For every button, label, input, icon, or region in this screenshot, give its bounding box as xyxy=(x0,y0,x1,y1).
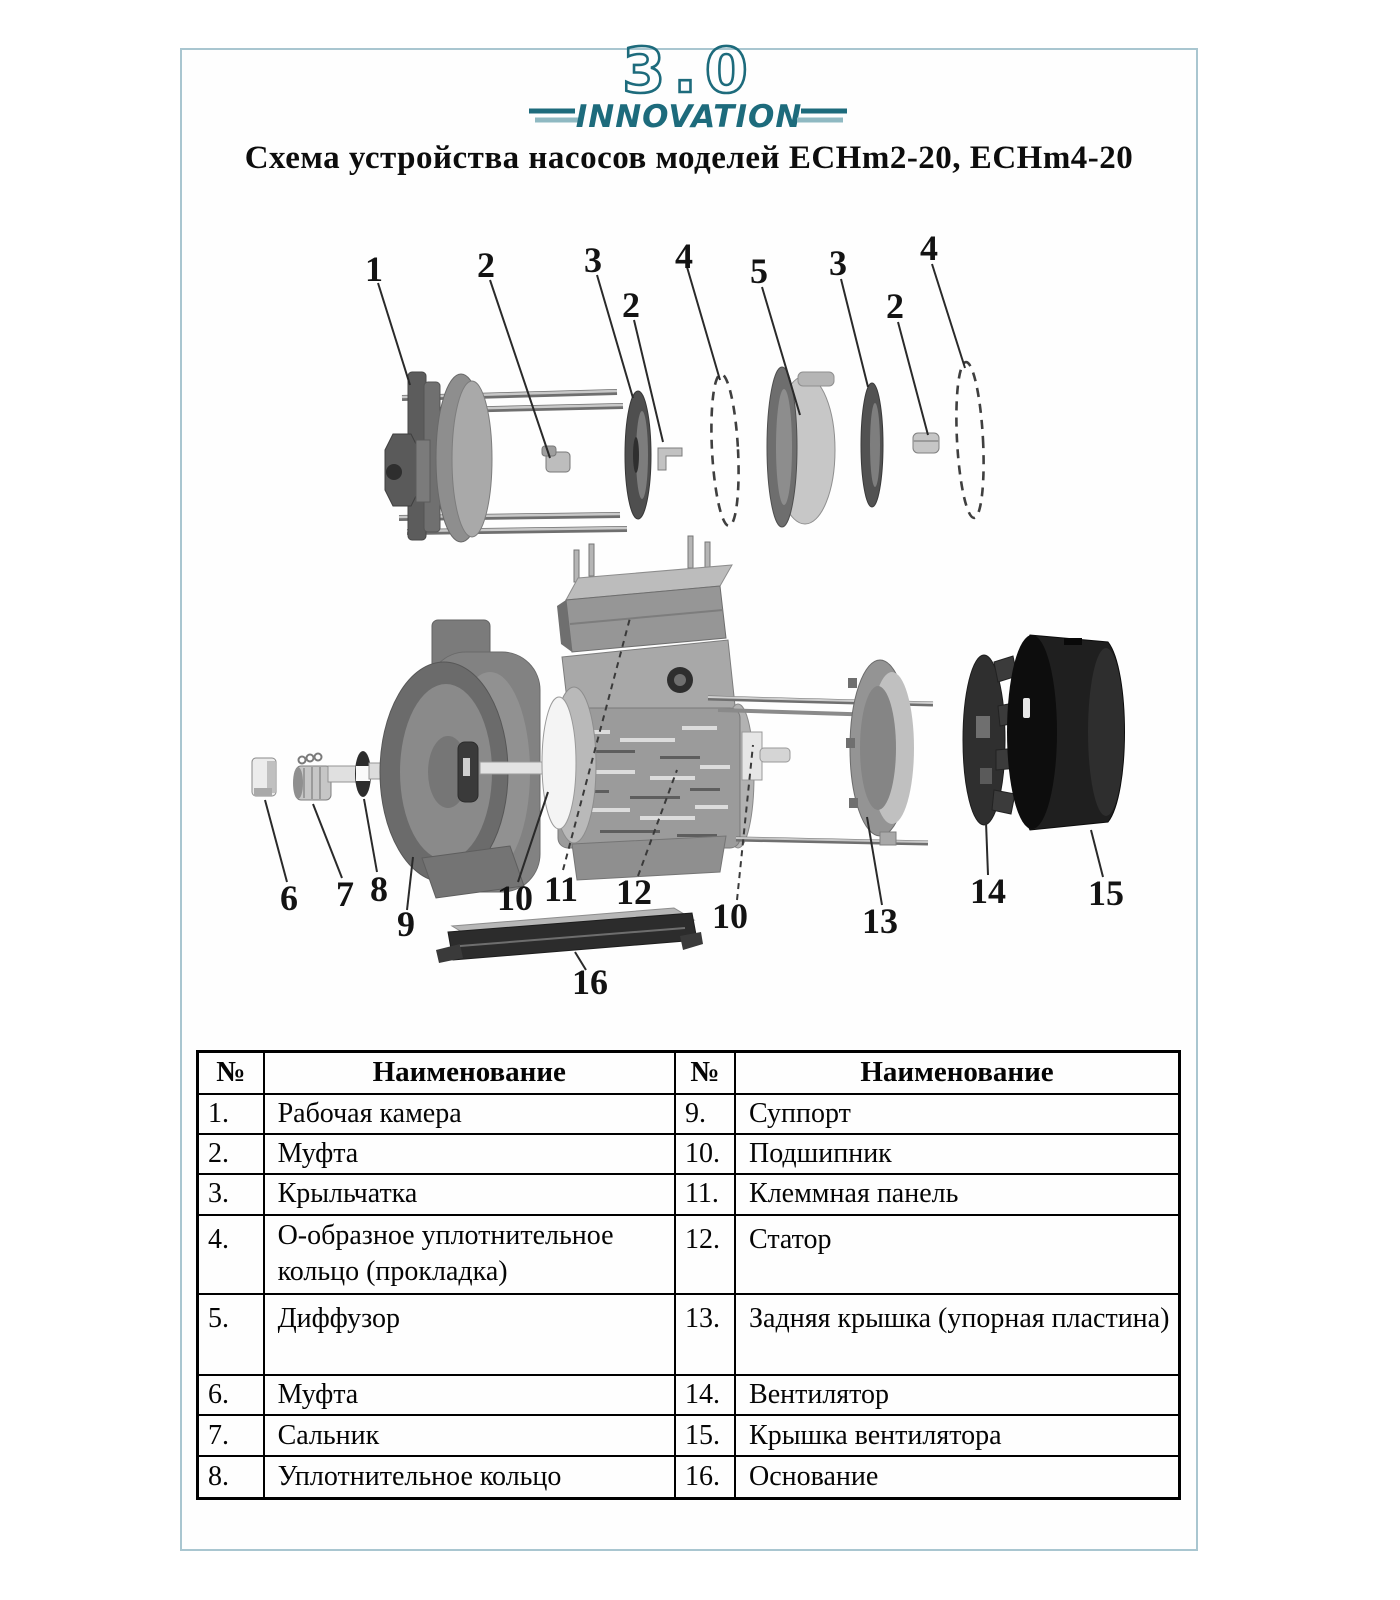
callout-2a: 2 xyxy=(477,245,495,285)
table-row xyxy=(198,1375,1180,1415)
part-name: Задняя крышка (упорная пластина) xyxy=(735,1294,1179,1375)
part-diffuser xyxy=(767,367,835,527)
callout-16: 16 xyxy=(572,962,608,1002)
part-fan-cover xyxy=(1007,635,1125,830)
table-row xyxy=(198,1215,1180,1294)
part-rear-cover xyxy=(846,660,914,845)
part-impeller-a xyxy=(625,391,651,519)
table-row xyxy=(198,1456,1180,1498)
part-name: Вентилятор xyxy=(735,1375,1179,1415)
part-number: 12. xyxy=(675,1215,735,1294)
part-name: Крыльчатка xyxy=(264,1174,675,1214)
part-name: Муфта xyxy=(264,1134,675,1174)
part-coupling-c xyxy=(913,433,939,453)
part-name: Муфта xyxy=(264,1375,675,1415)
part-o-ring-b xyxy=(953,361,987,518)
callout-11: 11 xyxy=(543,869,579,909)
part-mechanical-seal xyxy=(293,754,331,801)
callout-9: 9 xyxy=(397,904,415,944)
part-coupling-b xyxy=(658,448,682,470)
part-name: Суппорт xyxy=(735,1094,1179,1134)
callout-1: 1 xyxy=(365,249,383,289)
part-coupling-a xyxy=(542,446,570,472)
logo-left-bars-icon xyxy=(529,111,581,120)
parts-table xyxy=(196,1050,1181,1500)
part-name: О-образное уплотнительное кольцо (прокладка) xyxy=(264,1215,675,1294)
callout-4a: 4 xyxy=(675,236,693,276)
part-name: Основание xyxy=(735,1456,1179,1498)
callout-13: 13 xyxy=(862,901,898,941)
callout-14: 14 xyxy=(970,871,1006,911)
part-impeller-b xyxy=(861,383,883,507)
parts-table-header-row xyxy=(198,1052,1180,1094)
logo-version-text: 3.0 xyxy=(622,34,756,107)
table-row xyxy=(198,1415,1180,1456)
logo-name-text: INNOVATION xyxy=(575,99,803,135)
header-name-right: Наименование xyxy=(735,1052,1179,1094)
part-number: 3. xyxy=(198,1174,264,1214)
callout-12: 12 xyxy=(616,872,652,912)
callout-2c: 2 xyxy=(886,286,904,326)
exploded-diagram xyxy=(180,210,1198,1050)
part-coupling-rear xyxy=(252,758,276,796)
part-base xyxy=(436,908,703,963)
brand-logo xyxy=(479,26,899,138)
table-row xyxy=(198,1174,1180,1214)
page-title: Схема устройства насосов моделей ECHm2-20, ECHm4-20 xyxy=(244,140,1134,176)
part-bearing-front xyxy=(542,687,596,843)
part-number: 8. xyxy=(198,1456,264,1498)
part-number: 4. xyxy=(198,1215,264,1294)
callout-8: 8 xyxy=(370,869,388,909)
part-number: 9. xyxy=(675,1094,735,1134)
part-name: Диффузор xyxy=(264,1294,675,1375)
table-row xyxy=(198,1094,1180,1134)
callout-5: 5 xyxy=(750,251,768,291)
table-row xyxy=(198,1294,1180,1375)
part-o-ring-a xyxy=(708,373,742,526)
part-support-housing xyxy=(380,620,540,898)
table-row xyxy=(198,1134,1180,1174)
part-number: 1. xyxy=(198,1094,264,1134)
callout-6: 6 xyxy=(280,878,298,918)
part-name: Уплотнительное кольцо xyxy=(264,1456,675,1498)
brand-logo-graphic xyxy=(479,26,899,138)
callout-15: 15 xyxy=(1088,873,1124,913)
part-number: 15. xyxy=(675,1415,735,1456)
part-number: 14. xyxy=(675,1375,735,1415)
header-num-left: № xyxy=(198,1052,264,1094)
part-number: 16. xyxy=(675,1456,735,1498)
part-working-chamber xyxy=(385,372,627,542)
header-num-right: № xyxy=(675,1052,735,1094)
callout-7: 7 xyxy=(336,874,354,914)
part-number: 11. xyxy=(675,1174,735,1214)
callout-10a: 10 xyxy=(497,878,533,918)
part-number: 7. xyxy=(198,1415,264,1456)
part-name: Клеммная панель xyxy=(735,1174,1179,1214)
part-number: 6. xyxy=(198,1375,264,1415)
part-number: 13. xyxy=(675,1294,735,1375)
part-name: Сальник xyxy=(264,1415,675,1456)
part-name: Рабочая камера xyxy=(264,1094,675,1134)
logo-right-bars-icon xyxy=(797,111,847,120)
part-name: Крышка вентилятора xyxy=(735,1415,1179,1456)
callout-3b: 3 xyxy=(829,243,847,283)
part-number: 2. xyxy=(198,1134,264,1174)
callout-4b: 4 xyxy=(920,228,938,268)
callout-2b: 2 xyxy=(622,285,640,325)
callout-3a: 3 xyxy=(584,240,602,280)
header-name-left: Наименование xyxy=(264,1052,675,1094)
callout-10b: 10 xyxy=(712,896,748,936)
part-number: 5. xyxy=(198,1294,264,1375)
exploded-diagram-svg xyxy=(180,210,1198,1050)
part-name: Статор xyxy=(735,1215,1179,1294)
part-number: 10. xyxy=(675,1134,735,1174)
part-terminal-panel xyxy=(557,536,732,652)
part-name: Подшипник xyxy=(735,1134,1179,1174)
